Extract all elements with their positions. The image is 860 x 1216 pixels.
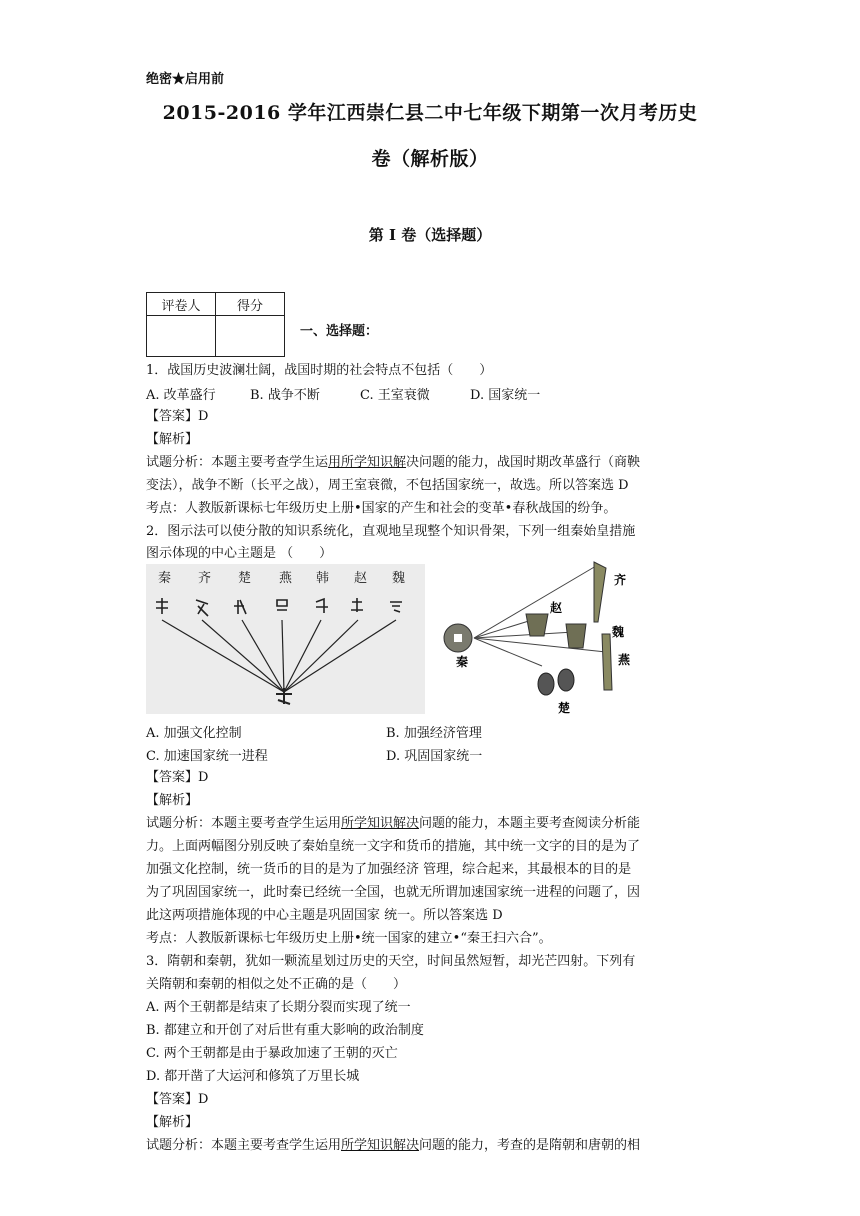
q2-option-d: D. 巩固国家统一	[386, 749, 483, 764]
fig2-label-qin: 秦	[456, 655, 469, 669]
part-title: 一、选择题：	[300, 324, 379, 339]
q2-analysis-line3: 加强文化控制，统一货币的目的是为了加强经济 管理，综合起来，其最根本的目的是	[146, 862, 632, 877]
ant-nose-coin-icon	[558, 669, 574, 691]
knife-coin-icon	[602, 634, 612, 690]
score-table	[146, 292, 285, 357]
q1-stem: 1．战国历史波澜壮阔，战国时期的社会特点不包括（ ）	[146, 363, 493, 378]
q2-option-c: C. 加速国家统一进程	[146, 749, 268, 764]
section-title: 第 I 卷（选择题）	[368, 226, 492, 244]
q3-analysis-label: 【解析】	[146, 1115, 199, 1130]
q1-option-c: C. 王室衰微	[360, 388, 430, 403]
fig2-label-yan: 燕	[618, 653, 631, 667]
q2-analysis-label: 【解析】	[146, 793, 199, 808]
q3-option-b: B. 都建立和开创了对后世有重大影响的政治制度	[146, 1023, 424, 1038]
unified-script-figure	[146, 564, 425, 714]
q1-kaodian: 考点：人教版新课标七年级历史上册•国家的产生和社会的变革•春秋战国的纷争。	[146, 501, 617, 516]
q2-stem-line2: 图示体现的中心主题是 （ ）	[146, 546, 333, 561]
q3-option-c: C. 两个王朝都是由于暴政加速了王朝的灭亡	[146, 1046, 398, 1061]
score-table-grader-header: 评卷人	[147, 293, 216, 316]
fig1-state-label: 赵	[354, 571, 368, 586]
fig2-label-chu: 楚	[558, 701, 571, 715]
ant-nose-coin-icon	[538, 673, 554, 695]
fig2-label-zhao: 赵	[550, 601, 563, 615]
fig2-label-wei: 魏	[612, 625, 625, 639]
q2-analysis-line1: 试题分析：本题主要考查学生运用所学知识解决问题的能力，本题主要考查阅读分析能	[146, 816, 641, 831]
q2-answer: 【答案】D	[146, 770, 209, 785]
page-title-line2: 卷（解析版）	[371, 148, 489, 170]
q2-kaodian: 考点：人教版新课标七年级历史上册•统一国家的建立•“秦王扫六合”。	[146, 931, 552, 946]
spade-coin-icon	[526, 614, 548, 636]
q1-analysis-line2: 变法），战争不断（长平之战），周王室衰微，不包括国家统一，故选。所以答案选 D	[146, 478, 629, 493]
q2-analysis-line5: 此这两项措施体现的中心主题是巩固国家 统一。所以答案选 D	[146, 908, 503, 923]
q2-analysis-line2: 力。上面两幅图分别反映了秦始皇统一文字和货币的措施，其中统一文字的目的是为了	[146, 839, 641, 854]
q2-stem-line1: 2．图示法可以使分散的知识系统化，直观地呈现整个知识骨架，下列一组秦始皇措施	[146, 524, 636, 539]
score-table-grader-cell	[147, 316, 216, 357]
ancient-glyphs	[156, 598, 402, 616]
spade-coin-icon	[566, 624, 586, 648]
q3-option-d: D. 都开凿了大运河和修筑了万里长城	[146, 1069, 360, 1084]
q3-analysis-line1: 试题分析：本题主要考查学生运用所学知识解决问题的能力，考查的是隋朝和唐朝的相	[146, 1138, 641, 1153]
confidential-label: 绝密★启用前	[146, 72, 225, 87]
fig1-connector-lines	[162, 620, 396, 692]
q1-option-b: B. 战争不断	[250, 388, 320, 403]
q3-stem-line2: 关隋朝和秦朝的相似之处不正确的是（ ）	[146, 977, 407, 992]
q2-analysis-line4: 为了巩固国家统一，此时秦已经统一全国，也就无所谓加速国家统一进程的问题了，因	[146, 885, 641, 900]
fig1-state-label: 魏	[392, 571, 406, 586]
q1-answer: 【答案】D	[146, 409, 209, 424]
q3-answer: 【答案】D	[146, 1092, 209, 1107]
q3-stem-line1: 3．隋朝和秦朝，犹如一颗流星划过历史的天空，时间虽然短暂，却光芒四射。下列有	[146, 954, 636, 969]
q1-option-d: D. 国家统一	[470, 388, 541, 403]
page-title-line1: 2015-2016 学年江西崇仁县二中七年级下期第一次月考历史	[162, 102, 698, 124]
q1-option-a: A. 改革盛行	[146, 388, 216, 403]
fig1-state-label: 秦	[158, 571, 172, 586]
q3-option-a: A. 两个王朝都是结束了长期分裂而实现了统一	[146, 1000, 411, 1015]
score-table-score-cell	[216, 316, 285, 357]
unified-currency-figure	[434, 558, 646, 718]
fig1-state-label: 楚	[238, 571, 252, 586]
fig1-state-label: 韩	[316, 571, 330, 586]
q2-option-a: A. 加强文化控制	[146, 726, 242, 741]
q1-analysis-label: 【解析】	[146, 432, 199, 447]
fig2-label-qi: 齐	[614, 573, 627, 587]
q1-analysis-line1: 试题分析：本题主要考查学生运用所学知识解决问题的能力，战国时期改革盛行（商鞅	[146, 455, 641, 470]
score-table-score-header: 得分	[216, 293, 285, 316]
fig1-state-label: 齐	[198, 571, 212, 586]
fig1-state-label: 燕	[279, 571, 293, 586]
q2-option-b: B. 加强经济管理	[386, 726, 482, 741]
xiaozhuan-glyph	[276, 688, 292, 704]
knife-coin-icon	[594, 562, 606, 622]
